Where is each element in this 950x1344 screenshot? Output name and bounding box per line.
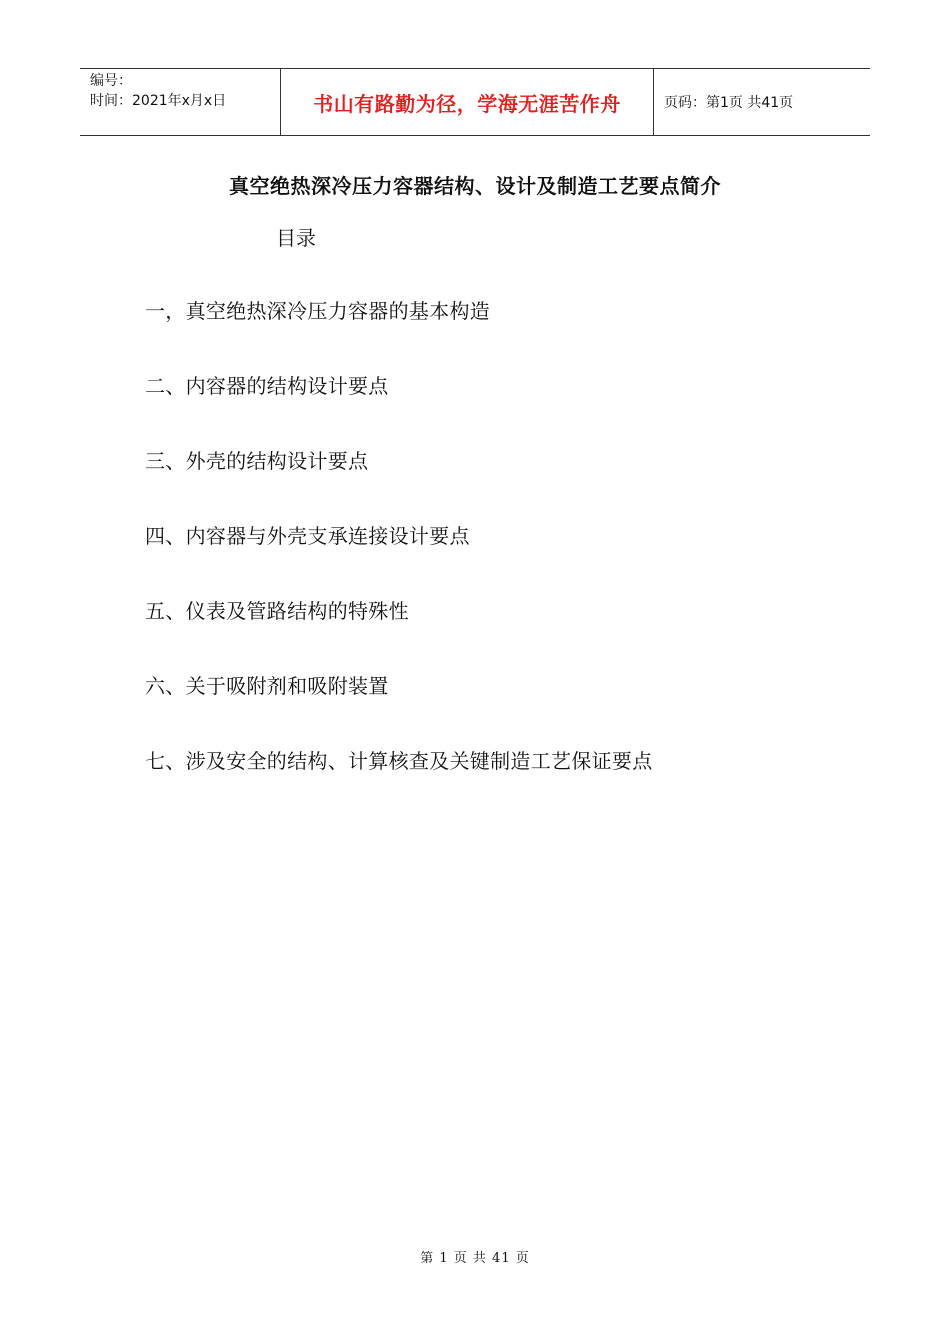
document-title: 真空绝热深冷压力容器结构、设计及制造工艺要点简介 <box>229 174 721 198</box>
header-page-info: 页码：第1页 共41页 <box>664 95 794 111</box>
header-motto: 书山有路勤为径，学海无涯苦作舟 <box>281 69 654 135</box>
toc-heading: 目录 <box>276 226 316 250</box>
toc-item: 一，真空绝热深冷压力容器的基本构造 <box>145 299 491 323</box>
toc-list <box>145 296 653 821</box>
toc-item: 三、外壳的结构设计要点 <box>145 449 369 473</box>
page-header-table <box>80 68 870 136</box>
toc-item: 七、涉及安全的结构、计算核查及关键制造工艺保证要点 <box>145 749 653 773</box>
header-number-label: 编号： <box>90 73 132 89</box>
page-footer: 第 1 页 共 41 页 <box>420 1251 530 1266</box>
toc-item: 二、内容器的结构设计要点 <box>145 374 389 398</box>
header-time-label: 时间：2021年x月x日 <box>90 93 227 109</box>
header-meta-cell <box>80 69 281 135</box>
toc-item: 六、关于吸附剂和吸附装置 <box>145 674 389 698</box>
toc-item: 五、仪表及管路结构的特殊性 <box>145 599 409 623</box>
toc-item: 四、内容器与外壳支承连接设计要点 <box>145 524 470 548</box>
